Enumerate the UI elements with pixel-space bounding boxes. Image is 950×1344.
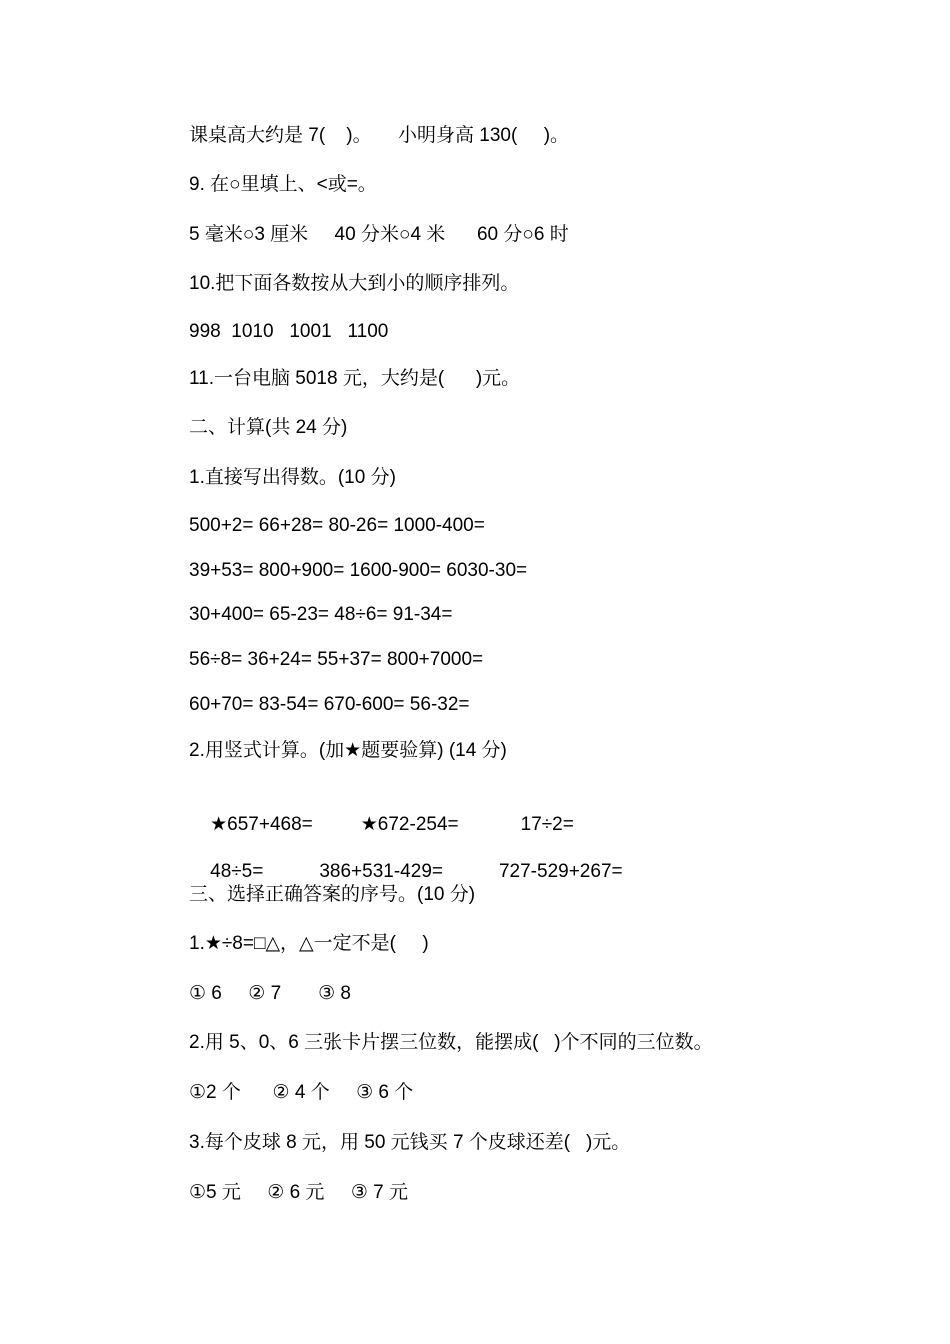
vertical-calc-item: 727-529+267= <box>498 861 623 882</box>
desk-height-question: 课桌高大约是 7( )。 小明身高 130( )。 <box>189 125 570 146</box>
question-10-title: 10.把下面各数按从大到小的顺序排列。 <box>189 273 520 294</box>
choice-3-options: ①5 元 ② 6 元 ③ 7 元 <box>189 1182 408 1203</box>
calc-1-title: 1.直接写出得数。(10 分) <box>189 467 396 488</box>
choice-1-options: ① 6 ② 7 ③ 8 <box>189 983 351 1004</box>
calc-row-3: 30+400= 65-23= 48÷6= 91-34= <box>189 604 453 625</box>
calc-row-5: 60+70= 83-54= 670-600= 56-32= <box>189 694 470 715</box>
vertical-calc-item: 17÷2= <box>520 814 574 835</box>
question-9-title: 9. 在○里填上、<或=。 <box>189 174 377 195</box>
calc-row-2: 39+53= 800+900= 1600-900= 6030-30= <box>189 560 528 581</box>
calc-row-1: 500+2= 66+28= 80-26= 1000-400= <box>189 515 485 536</box>
section-3-heading: 三、选择正确答案的序号。(10 分) <box>189 884 476 905</box>
choice-2-question: 2.用 5、0、6 三张卡片摆三位数，能摆成( )个不同的三位数。 <box>189 1032 713 1053</box>
calc-row-4: 56÷8= 36+24= 55+37= 800+7000= <box>189 649 484 670</box>
question-10-numbers: 998 1010 1001 1100 <box>189 321 389 342</box>
section-2-heading: 二、计算(共 24 分) <box>189 417 348 438</box>
vertical-calc-item: 386+531-429= <box>319 861 443 882</box>
choice-3-question: 3.每个皮球 8 元，用 50 元钱买 7 个皮球还差( )元。 <box>189 1132 631 1153</box>
vertical-calc-item: ★672-254= <box>360 814 459 835</box>
question-11: 11.一台电脑 5018 元，大约是( )元。 <box>189 368 521 389</box>
calc-2-title: 2.用竖式计算。(加★题要验算) (14 分) <box>189 740 507 761</box>
choice-1-question: 1.★÷8=□△，△一定不是( ) <box>189 933 429 954</box>
vertical-calc-item: ★657+468= <box>210 814 313 835</box>
vertical-calc-item: 48÷5= <box>210 861 264 882</box>
choice-2-options: ①2 个 ② 4 个 ③ 6 个 <box>189 1082 414 1103</box>
question-9-items: 5 毫米○3 厘米 40 分米○4 米 60 分○6 时 <box>189 224 569 245</box>
